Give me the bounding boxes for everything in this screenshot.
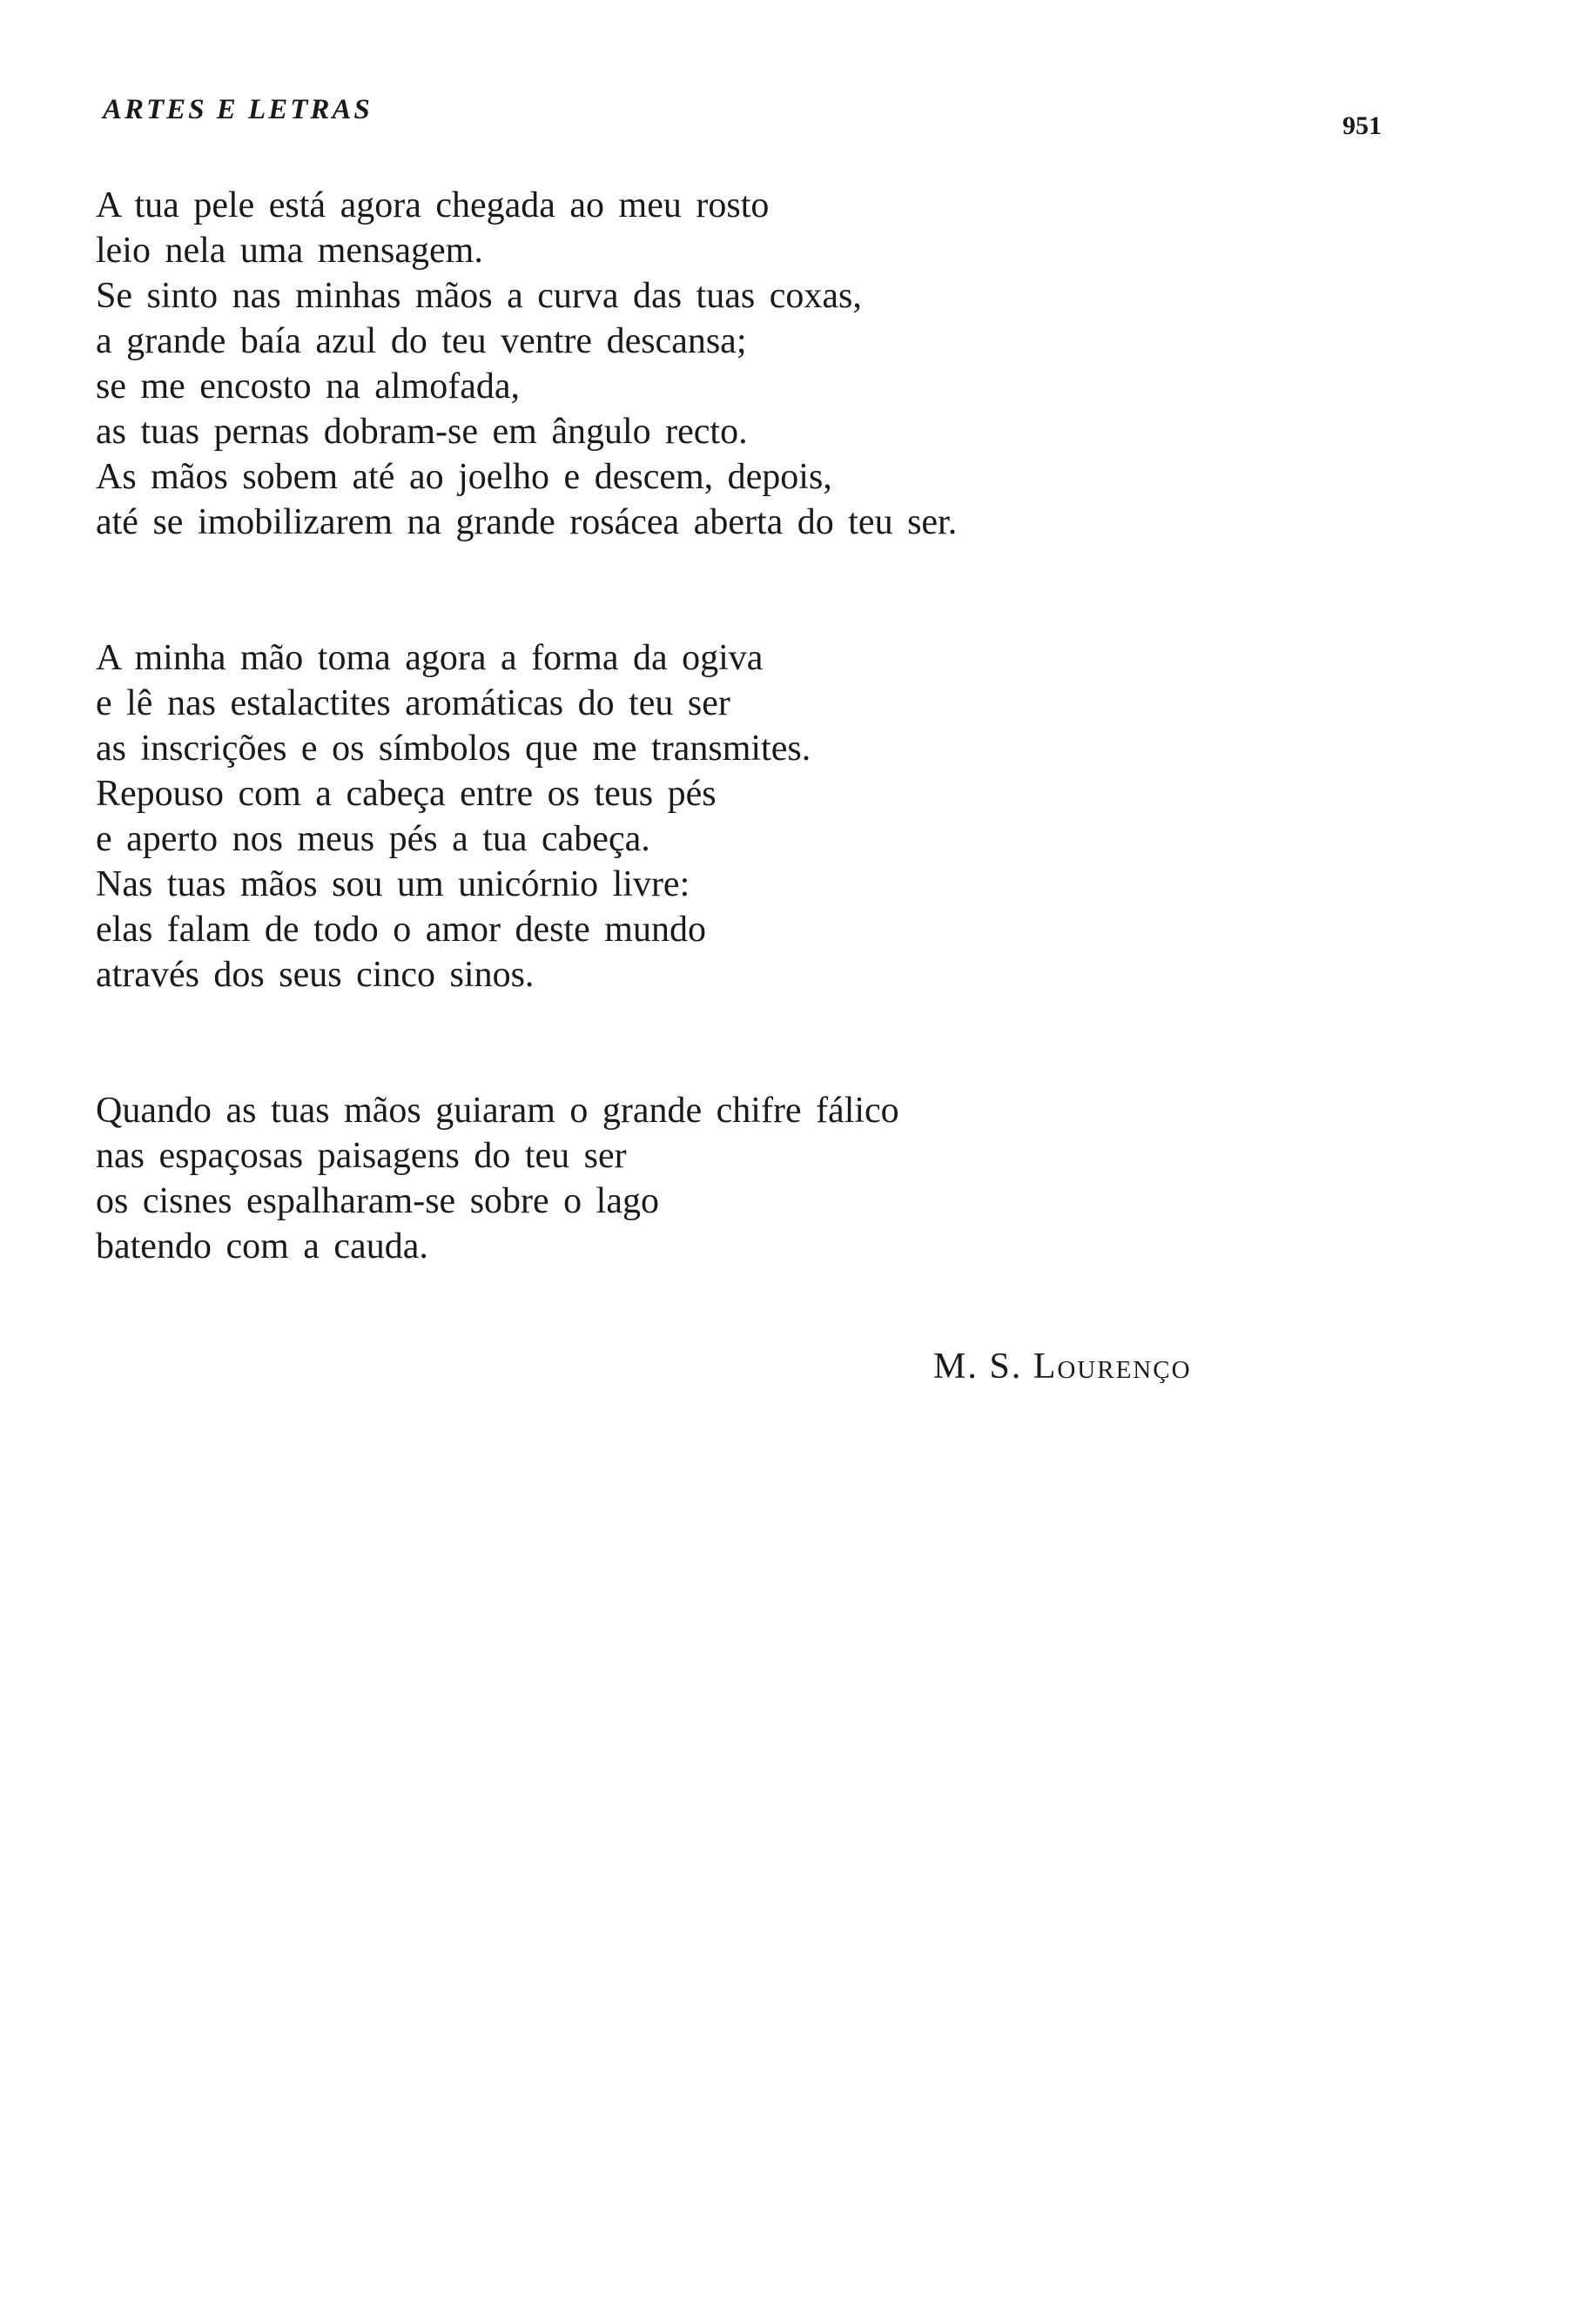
poem-line: batendo com a cauda. <box>96 1226 428 1266</box>
poem-line: leio nela uma mensagem. <box>96 231 483 271</box>
page-number: 951 <box>1342 111 1382 140</box>
poem-line: até se imobilizarem na grande rosácea aberta do teu ser. <box>96 502 958 542</box>
poem <box>96 183 1141 1269</box>
poem-line: as tuas pernas dobram-se em ângulo recto. <box>96 412 748 452</box>
author-signature: M. S. Lourenço <box>933 1347 1192 1387</box>
stanza-3 <box>96 1088 1141 1269</box>
poem-line: as inscrições e os símbolos que me transmites. <box>96 729 811 769</box>
poem-line: Nas tuas mãos sou um unicórnio livre: <box>96 864 690 904</box>
poem-line: Se sinto nas minhas mãos a curva das tuas coxas, <box>96 276 862 316</box>
poem-line: e lê nas estalactites aromáticas do teu ser <box>96 683 730 723</box>
poem-line: elas falam de todo o amor deste mundo <box>96 910 706 950</box>
poem-line: os cisnes espalharam-se sobre o lago <box>96 1181 659 1221</box>
stanza-2 <box>96 635 1141 997</box>
poem-line: A minha mão toma agora a forma da ogiva <box>96 638 764 678</box>
poem-line: A tua pele está agora chegada ao meu rosto <box>96 185 770 225</box>
poem-line: nas espaçosas paisagens do teu ser <box>96 1136 627 1176</box>
poem-line: Repouso com a cabeça entre os teus pés <box>96 774 717 814</box>
poem-line: Quando as tuas mãos guiaram o grande chifre fálico <box>96 1091 899 1131</box>
poem-line: As mãos sobem até ao joelho e descem, depois, <box>96 457 832 497</box>
stanza-1 <box>96 183 1141 545</box>
poem-line: através dos seus cinco sinos. <box>96 955 535 995</box>
running-head: ARTES E LETRAS <box>103 94 373 125</box>
poem-line: se me encosto na almofada, <box>96 366 520 406</box>
poem-line: e aperto nos meus pés a tua cabeça. <box>96 819 650 859</box>
poem-line: a grande baía azul do teu ventre descansa; <box>96 321 747 361</box>
